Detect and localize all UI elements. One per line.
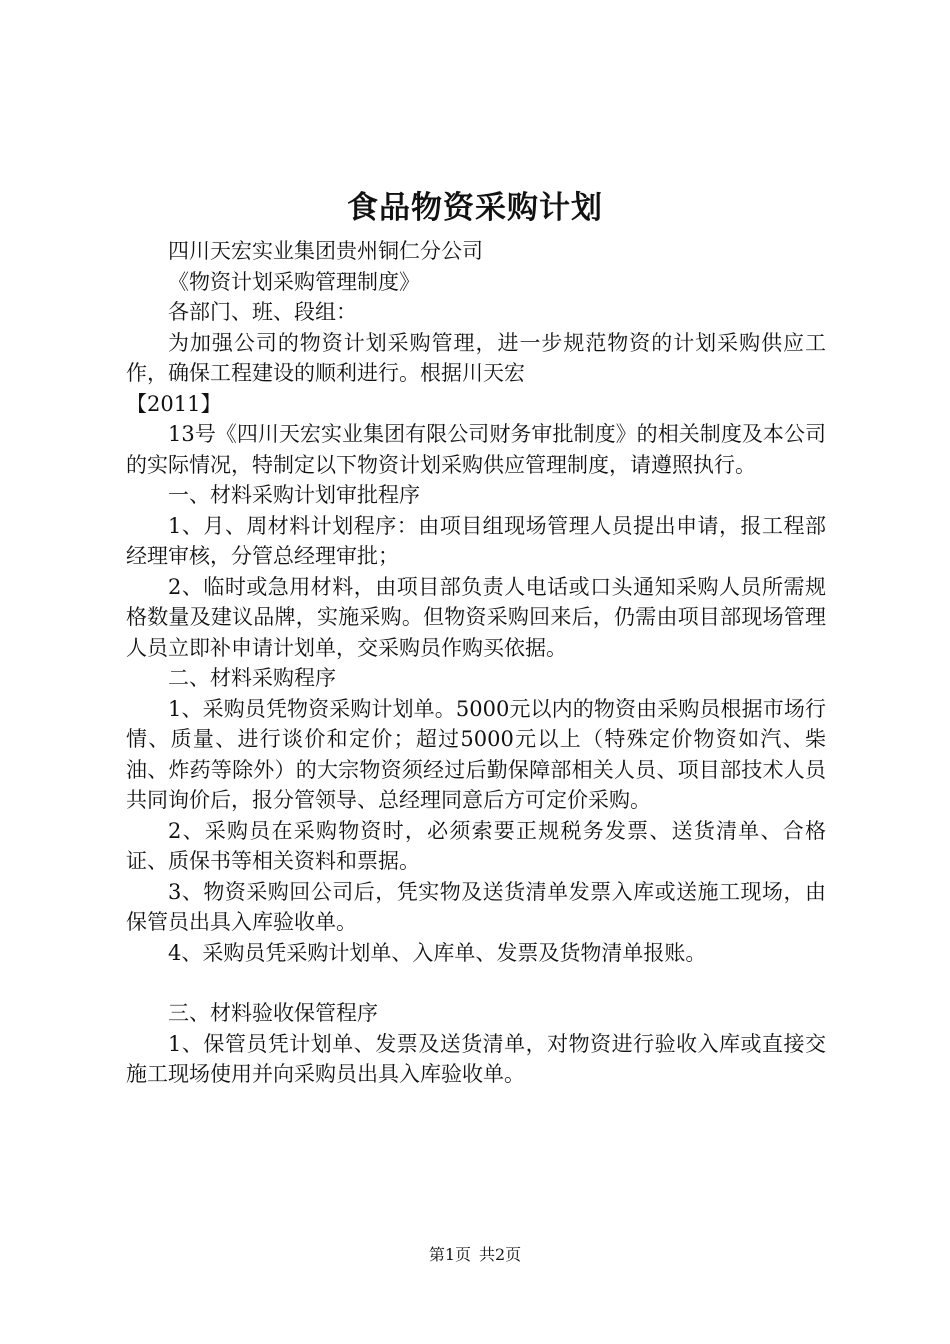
document-title: 食品物资采购计划 xyxy=(347,190,603,226)
basis-paragraph: 13号《四川天宏实业集团有限公司财务审批制度》的相关制度及本公司的实际情况，特制定以下物资计划采购供应管理制度，请遵照执行。 xyxy=(126,422,826,477)
section-3-item-1: 1、保管员凭计划单、发票及送货清单，对物资进行验收入库或直接交施工现场使用并向采购员出具入库验收单。 xyxy=(126,1031,826,1086)
document-number-line: 【2011】 xyxy=(126,391,222,416)
section-2-item-2: 2、采购员在采购物资时，必须索要正规税务发票、送货清单、合格证、质保书等相关资料和票据。 xyxy=(126,818,826,873)
page-number-current: 第1页 xyxy=(428,1245,471,1264)
section-heading-1: 一、材料采购计划审批程序 xyxy=(168,483,420,507)
regulation-name-line: 《物资计划采购管理制度》 xyxy=(168,269,420,294)
page-footer xyxy=(0,1244,950,1266)
section-heading-3: 三、材料验收保管程序 xyxy=(168,1001,378,1025)
document-body xyxy=(126,236,826,1090)
section-heading-2: 二、材料采购程序 xyxy=(168,666,336,690)
intro-paragraph: 为加强公司的物资计划采购管理，进一步规范物资的计划采购供应工作，确保工程建设的顺利进行。根据川天宏 xyxy=(126,330,826,385)
section-2-item-4: 4、采购员凭采购计划单、入库单、发票及货物清单报账。 xyxy=(168,940,707,965)
section-2-item-3: 3、物资采购回公司后，凭实物及送货清单发票入库或送施工现场，由保管员出具入库验收单。 xyxy=(126,879,826,934)
company-name-line: 四川天宏实业集团贵州铜仁分公司 xyxy=(168,239,483,263)
section-1-item-1: 1、月、周材料计划程序：由项目组现场管理人员提出申请，报工程部经理审核，分管总经理审批； xyxy=(126,513,826,568)
section-1-item-2: 2、临时或急用材料，由项目部负责人电话或口头通知采购人员所需规格数量及建议品牌，实施采购。但物资采购回来后，仍需由项目部现场管理人员立即补申请计划单，交采购员作购买依据。 xyxy=(126,574,826,660)
page-number-total: 共2页 xyxy=(479,1245,522,1264)
section-2-item-1: 1、采购员凭物资采购计划单。5000元以内的物资由采购员根据市场行情、质量、进行谈价和定价；超过5000元以上（特殊定价物资如汽、柴油、炸药等除外）的大宗物资须经过后勤保障部相关人员、项目部技术人员共同询价后，报分管领导、总经理同意后方可定价采购。 xyxy=(126,696,826,812)
salutation-line: 各部门、班、段组： xyxy=(168,300,357,324)
